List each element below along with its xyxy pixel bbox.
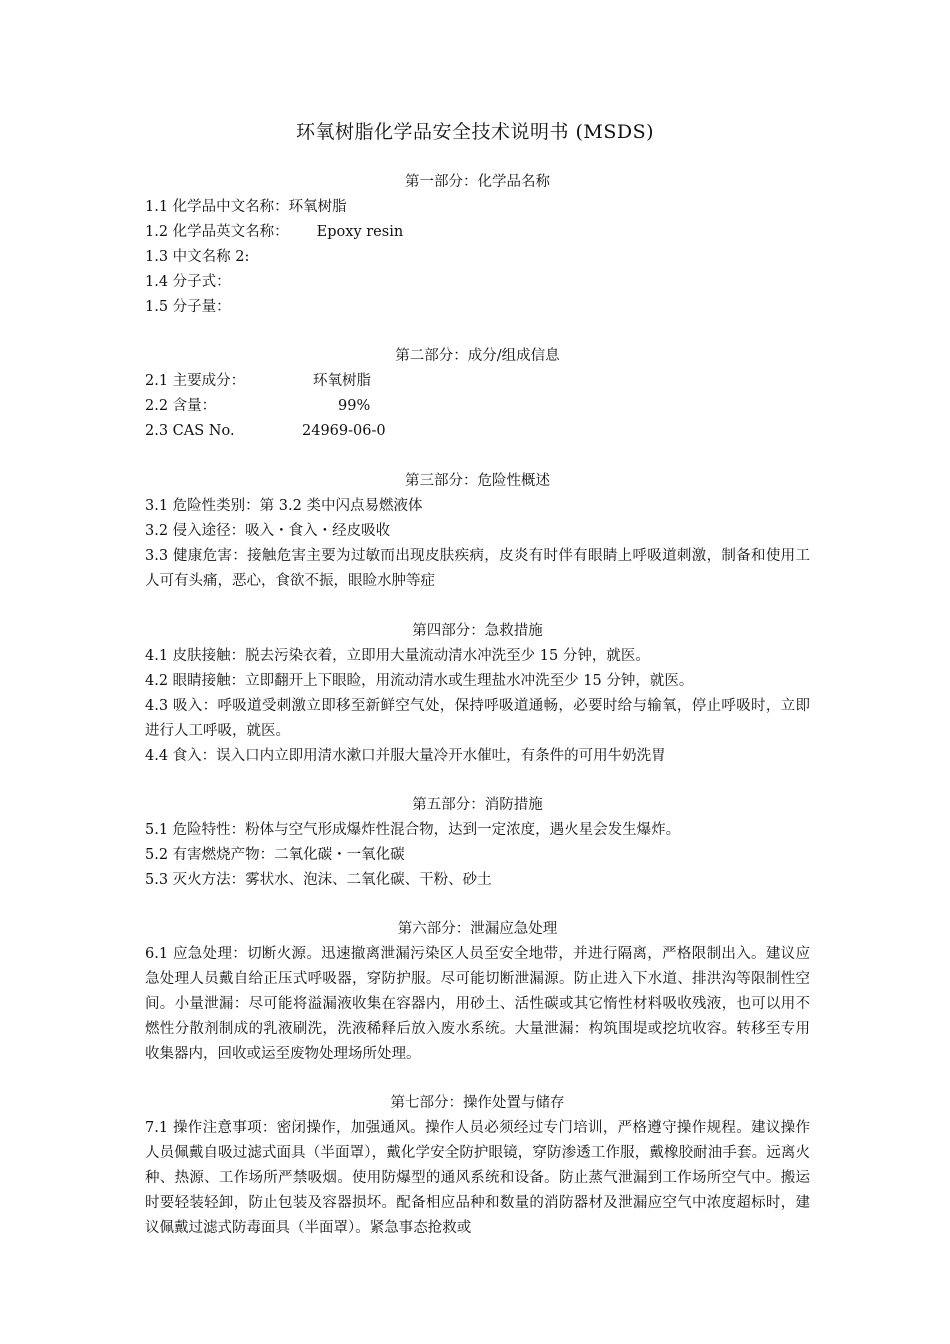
- s7-line-1: 7.1 操作注意事项：密闭操作，加强通风。操作人员必须经过专门培训，严格遵守操作规程。建议操作人员佩戴自吸过滤式面具（半面罩），戴化学安全防护眼镜，穿防渗透工作服，戴橡胶耐油手套。远离火种、热源、工作场所严禁吸烟。使用防爆型的通风系统和设备。防止蒸气泄漏到工作场所空气中。搬运时要轻装轻卸，防止包装及容器损坏。配备相应品种和数量的消防器材及泄漏应空气中浓度超标时，建议佩戴过滤式防毒面具（半面罩）。紧急事态抢救或: [145, 1120, 810, 1236]
- section-7-heading: 第七部分：操作处置与储存: [390, 1095, 565, 1111]
- section-3: [145, 469, 810, 594]
- s2-line-2: [145, 394, 810, 419]
- s1-line-4: 1.4 分子式：: [145, 274, 231, 290]
- section-6: [145, 917, 810, 1067]
- section-5-heading: 第五部分：消防措施: [412, 797, 543, 813]
- section-2: [145, 344, 810, 444]
- section-4-heading: 第四部分：急救措施: [412, 623, 543, 639]
- section-4: [145, 619, 810, 769]
- s4-line-1: 4.1 皮肤接触：脱去污染衣着，立即用大量流动清水冲洗至少 15 分钟，就医。: [145, 648, 650, 664]
- s2-line-2-label: 2.2 含量：: [145, 398, 217, 414]
- section-1: [145, 170, 810, 320]
- s2-line-1: [145, 369, 810, 394]
- s1-line-2-label: 1.2 化学品英文名称：: [145, 224, 289, 240]
- s3-line-2: 3.2 侵入途径：吸入・食入・经皮吸收: [145, 523, 391, 539]
- s4-line-4: 4.4 食入：误入口内立即用清水漱口并服大量冷开水催吐，有条件的可用牛奶洗胃: [145, 748, 666, 764]
- s5-line-3: 5.3 灭火方法：雾状水、泡沫、二氧化碳、干粉、砂土: [145, 872, 492, 888]
- s1-line-3: 1.3 中文名称 2:: [145, 249, 250, 265]
- s1-line-2: [145, 220, 810, 245]
- section-5: [145, 793, 810, 893]
- s2-line-3-label: 2.3 CAS No.: [145, 423, 235, 439]
- s3-line-1: 3.1 危险性类别：第 3.2 类中闪点易燃液体: [145, 498, 423, 514]
- document-title: 环氧树脂化学品安全技术说明书 (MSDS): [295, 121, 655, 143]
- s5-line-1: 5.1 危险特性：粉体与空气形成爆炸性混合物，达到一定浓度，遇火星会发生爆炸。: [145, 822, 681, 838]
- s2-line-2-value: 99%: [338, 398, 371, 414]
- s1-line-1-label: 1.1 化学品中文名称：: [145, 199, 289, 215]
- section-7: [145, 1091, 810, 1241]
- s6-line-1: 6.1 应急处理：切断火源。迅速撤离泄漏污染区人员至安全地带，并进行隔离，严格限制出入。建议应急处理人员戴自给正压式呼吸器，穿防护服。尽可能切断泄漏源。防止进入下水道、排洪沟等限制性空间。小量泄漏：尽可能将溢漏液收集在容器内，用砂土、活性碳或其它惰性材料吸收残液，也可以用不燃性分散剂制成的乳液刷洗，洗液稀释后放入废水系统。大量泄漏：构筑围堤或挖坑收容。转移至专用收集器内，回收或运至废物处理场所处理。: [145, 946, 810, 1062]
- s5-line-2: 5.2 有害燃烧产物：二氧化碳・一氧化碳: [145, 847, 405, 863]
- s2-line-1-label: 2.1 主要成分：: [145, 373, 246, 389]
- section-3-heading: 第三部分：危险性概述: [405, 473, 550, 489]
- s2-line-3-value: 24969-06-0: [302, 423, 386, 439]
- s1-line-1-value: 环氧树脂: [288, 199, 347, 215]
- s1-line-5: 1.5 分子量：: [145, 299, 231, 315]
- section-1-heading: 第一部分：化学品名称: [405, 174, 550, 190]
- s1-line-2-value: Epoxy resin: [316, 224, 404, 240]
- s1-line-1: [145, 195, 810, 220]
- s4-line-2: 4.2 眼睛接触：立即翻开上下眼睑，用流动清水或生理盐水冲洗至少 15 分钟，就医。: [145, 673, 694, 689]
- section-6-heading: 第六部分：泄漏应急处理: [397, 921, 558, 937]
- s3-line-3: 3.3 健康危害：接触危害主要为过敏而出现皮肤疾病，皮炎有时伴有眼睛上呼吸道刺激，制备和使用工人可有头痛，恶心，食欲不振，眼睑水肿等症: [145, 548, 810, 589]
- section-2-heading: 第二部分：成分/组成信息: [395, 348, 560, 364]
- s2-line-1-value: 环氧树脂: [313, 373, 371, 389]
- s2-line-3: [145, 419, 810, 444]
- s4-line-3: 4.3 吸入：呼吸道受刺激立即移至新鲜空气处，保持呼吸道通畅，必要时给与输氧，停止呼吸时，立即进行人工呼吸，就医。: [145, 698, 810, 739]
